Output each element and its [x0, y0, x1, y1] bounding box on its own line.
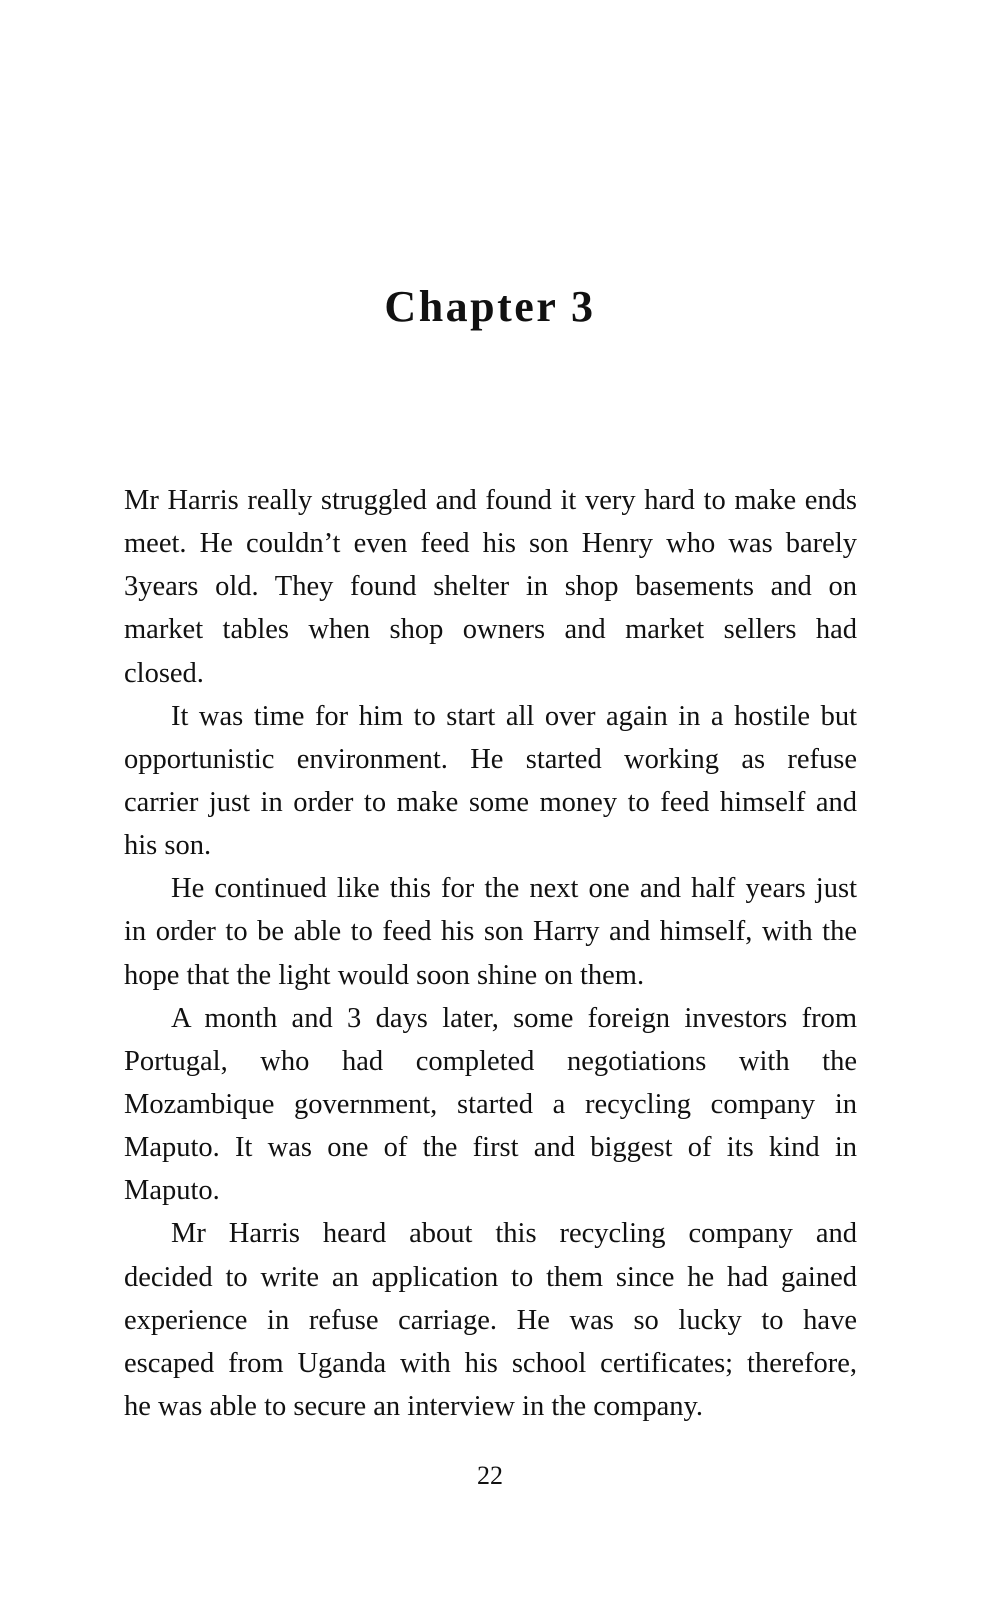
- paragraph-line: he was able to secure an interview in the company.: [124, 1390, 704, 1422]
- paragraph-line: market tables when shop owners and market sellers had: [124, 614, 857, 646]
- chapter-title: Chapter 3: [384, 282, 596, 331]
- paragraph-line: Maputo. It was one of the first and biggest of its kind in: [124, 1132, 857, 1164]
- paragraph-line: escaped from Uganda with his school certificates; therefore,: [124, 1347, 857, 1379]
- paragraph-line: meet. He couldn’t even feed his son Henry who was barely: [124, 528, 857, 560]
- paragraph-line: Mr Harris heard about this recycling company and: [171, 1218, 857, 1250]
- paragraph-line: Maputo.: [124, 1175, 220, 1207]
- paragraph-line: Portugal, who had completed negotiations with the: [124, 1045, 857, 1077]
- paragraph-line: his son.: [124, 830, 212, 862]
- paragraph-line: Mr Harris really struggled and found it very hard to make ends: [124, 485, 857, 516]
- paragraph-line: hope that the light would soon shine on them.: [124, 959, 645, 991]
- paragraph-line: in order to be able to feed his son Harry and himself, with the: [124, 916, 857, 948]
- paragraph-line: closed.: [124, 657, 204, 689]
- paragraph-line: decided to write an application to them since he had gained: [124, 1261, 857, 1293]
- paragraph-line: A month and 3 days later, some foreign investors from: [171, 1002, 857, 1034]
- page-number: 22: [477, 1461, 503, 1490]
- paragraph-line: 3years old. They found shelter in shop basements and on: [124, 571, 857, 603]
- paragraph-line: carrier just in order to make some money to feed himself and: [124, 786, 857, 818]
- body-text: [124, 479, 857, 1428]
- paragraph-line: experience in refuse carriage. He was so lucky to have: [124, 1304, 857, 1336]
- paragraph-line: Mozambique government, started a recycling company in: [124, 1088, 857, 1120]
- paragraph-line: opportunistic environment. He started working as refuse: [124, 743, 857, 775]
- paragraph-line: He continued like this for the next one and half years just: [171, 873, 857, 905]
- paragraph-line: It was time for him to start all over again in a hostile but: [171, 700, 857, 732]
